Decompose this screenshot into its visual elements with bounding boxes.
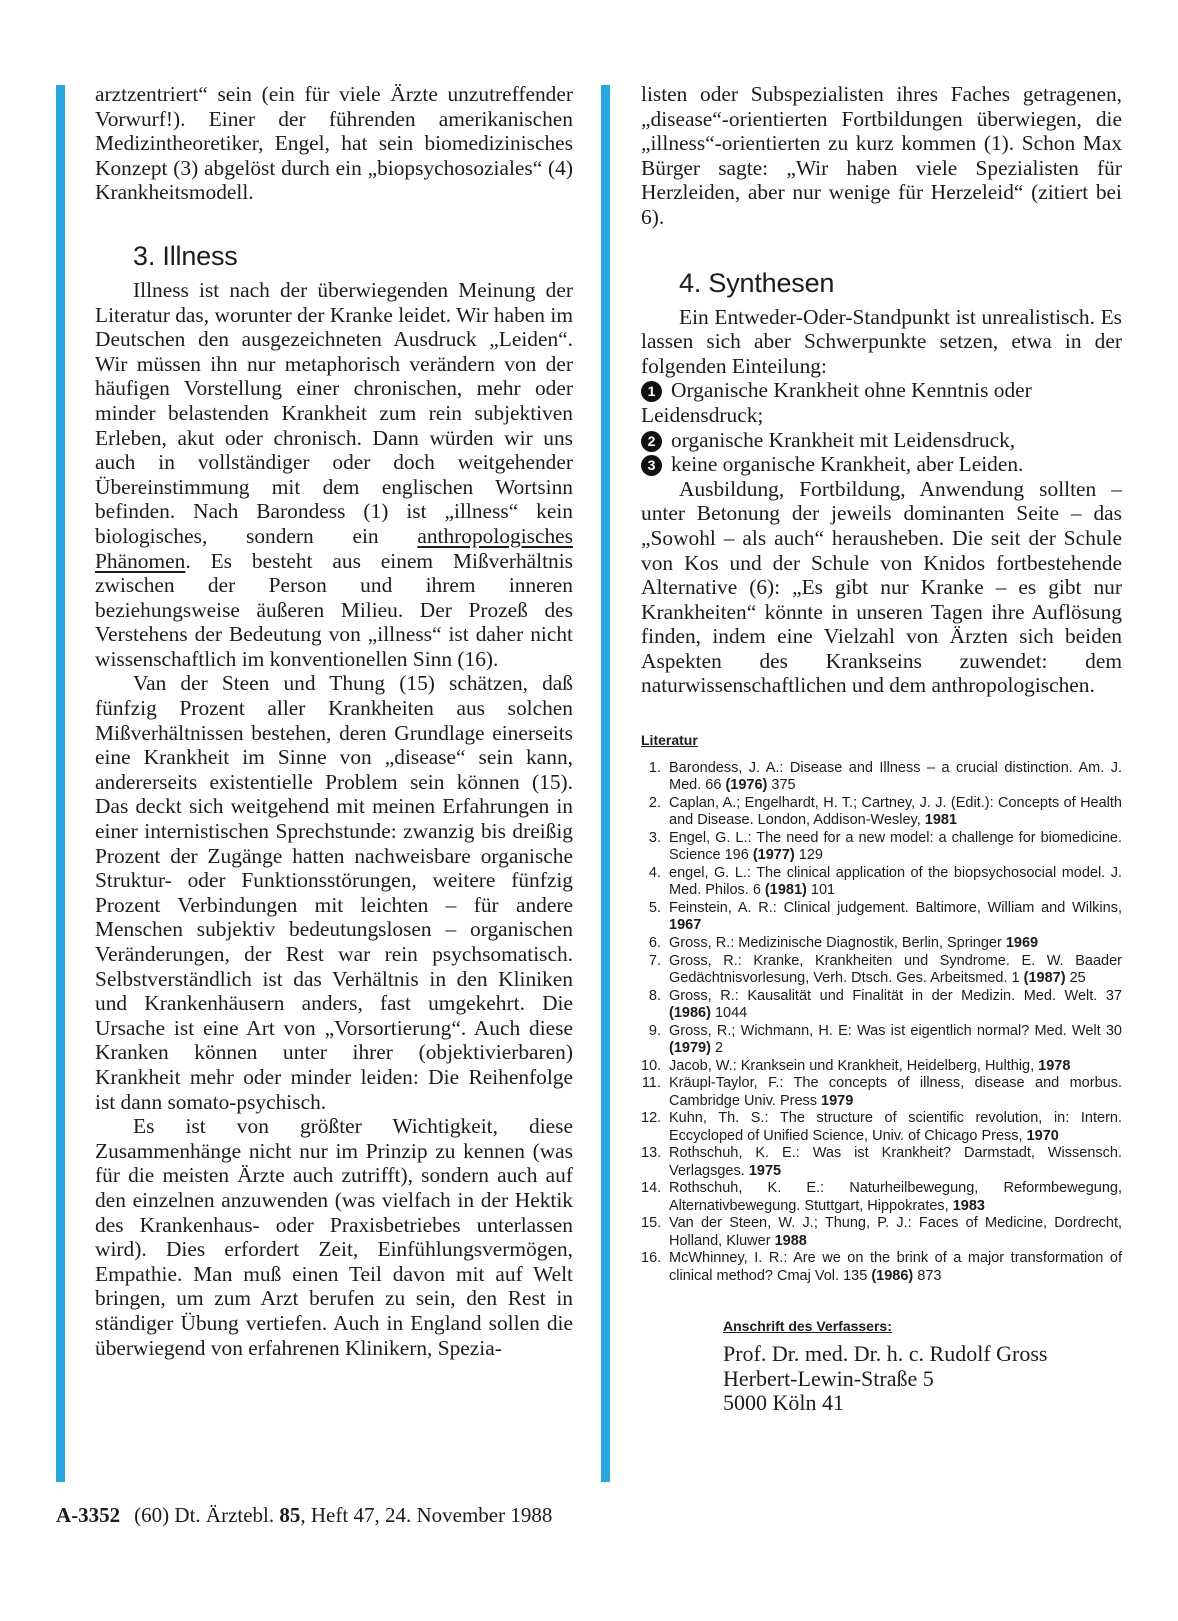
reference-number: 2. [648, 795, 661, 812]
reference-item [641, 1110, 1122, 1145]
reference-text: Feinstein, A. R.: Clinical judgement. Baltimore, William and Wilkins, [669, 900, 1122, 917]
illness-paragraph-1-end: . Es besteht aus einem Mißverhältnis zwischen der Person und ihrem inneren beziehungsweise äußeren Milieu. Der Prozeß des Verstehens der Bedeutung von „illness“ ist daher nicht wissenschaftlich im konventionellen Sinn (16). [95, 548, 573, 671]
reference-text: Rothschuh, K. E.: Naturheilbewegung, Reformbewegung, Alternativbewegung. Stuttgart, Hippokrates, [669, 1180, 1122, 1214]
reference-year: 1988 [774, 1232, 807, 1249]
reference-item [641, 1180, 1122, 1215]
reference-number: 5. [648, 900, 661, 917]
reference-item [641, 1023, 1122, 1058]
page-number: A-3352 [56, 1503, 121, 1527]
reference-list [641, 760, 1122, 1285]
reference-pages: 1044 [714, 1005, 748, 1022]
reference-number: 9. [648, 1022, 661, 1039]
reference-text: Barondess, J. A.: Disease and Illness – a crucial distinction. Am. J. Med. 66 [669, 760, 1122, 794]
right-accent-bar [601, 85, 610, 1482]
reference-pages: 101 [810, 882, 836, 899]
reference-item [641, 795, 1122, 830]
journal-info: (60) Dt. Ärztebl. [134, 1503, 275, 1527]
reference-item [641, 1250, 1122, 1285]
reference-number: 4. [648, 865, 661, 882]
reference-text: Engel, G. L.: The need for a new model: a challenge for biomedicine. Science 196 [669, 830, 1122, 864]
reference-item [641, 1215, 1122, 1250]
reference-pages: 129 [798, 847, 823, 864]
reference-year: 1979 [821, 1092, 854, 1109]
synthesen-paragraph: Ausbildung, Fortbildung, Anwendung sollten – unter Betonung der jeweils dominanten Seite – das „Sowohl – als auch“ herausheben. Die seit der Schule von Kos und der Schule von Knidos fortbestehende Alternative (6): „Es gibt nur Kranke – es gibt nur Krankheiten“ könnte in unseren Tagen ihre Auflösung finden, indem eine Vielzahl von Ärzten sich beiden Aspekten des Krankseins zuwendet: dem naturwissenschaftlichen und dem anthropologischen. [641, 476, 1122, 698]
reference-text: Van der Steen, W. J.; Thung, P. J.: Faces of Medicine, Dordrecht, Holland, Kluwer [669, 1215, 1122, 1249]
reference-year: (1986) [669, 1005, 711, 1022]
reference-year: (1979) [669, 1040, 711, 1057]
section-heading-synthesen: 4. Synthesen [679, 267, 835, 298]
reference-year: 1969 [1005, 935, 1039, 952]
journal-issue: , Heft 47, 24. November 1988 [300, 1503, 553, 1527]
number-badge-icon: 2 [641, 431, 662, 452]
reference-item [641, 988, 1122, 1023]
left-column [95, 82, 573, 1360]
reference-item [641, 865, 1122, 900]
number-badge-icon: 1 [641, 381, 662, 402]
reference-text: Gross, R.: Kausalität und Finalität in der Medizin. Med. Welt. 37 [669, 987, 1122, 1004]
reference-text: engel, G. L.: The clinical application of the biopsychosocial model. J. Med. Philos. 6 [669, 865, 1122, 899]
reference-item [641, 935, 1122, 952]
reference-item [641, 1145, 1122, 1180]
address-heading: Anschrift des Verfassers: [723, 1318, 892, 1335]
continued-paragraph-right: listen oder Subspezialisten ihres Faches getragenen, „disease“-orientierten Fortbildungen überwiegen, die „illness“-orientierten zu kurz kommen (1). Schon Max Bürger sagte: „Wir haben viele Spezialisten für Herzleiden, aber nur wenige für Herzeleid“ (zitiert bei 6). [641, 82, 1122, 229]
section-heading-illness: 3. Illness [133, 240, 238, 271]
reference-year: (1977) [752, 847, 795, 864]
reference-year: (1986) [871, 1267, 914, 1284]
reference-item [641, 830, 1122, 865]
enum-item [641, 428, 1122, 453]
synthesen-intro: Ein Entweder-Oder-Standpunkt ist unrealistisch. Es lassen sich aber Schwerpunkte setzen, etwa in der folgenden Einteilung: [641, 304, 1122, 378]
illness-paragraph-2: Van der Steen und Thung (15) schätzen, daß fünfzig Prozent aller Krankheiten aus solchen Mißverhältnissen bestehen, deren Grundlage einerseits eine Krankheit im Sinne von „disease“ sein kann, andererseits existentielle Problem sein können (15). Das deckt sich weitgehend mit meinen Erfahrungen in einer internistischen Sprechstunde: zwanzig bis dreißig Prozent der Zugänge hatten nachweisbare organische Struktur- oder Funktionsstörungen, weitere fünfzig Prozent Verbindungen mit leichten – für andere Menschen subjektiv bedeutungslosen – organischen Veränderungen, der Rest war rein psychsomatisch. Selbstverständlich ist das Verhältnis in den Kliniken und Krankenhäusern anders, fast umgekehrt. Die Ursache ist eine Art von „Vorsortierung“. Auch diese Kranken können unter ihrer (objektivierbaren) Krankheit mehr oder minder leiden: Die Reihenfolge ist dann somato-psychisch. [95, 671, 573, 1114]
right-column [641, 82, 1122, 1416]
reference-pages: 375 [771, 777, 796, 794]
enum-item [641, 378, 1122, 427]
reference-number: 7. [648, 952, 661, 969]
reference-year: (1981) [764, 882, 807, 899]
reference-number: 12. [641, 1110, 662, 1127]
reference-pages: 2 [714, 1040, 724, 1057]
reference-number: 3. [648, 830, 661, 847]
reference-number: 13. [641, 1145, 662, 1162]
address-street: Herbert-Lewin-Straße 5 [723, 1365, 934, 1391]
reference-text: Gross, R.: Kranke, Krankheiten und Syndrome. E. W. Baader Gedächtnisvorlesung, Verh. Dtsch. Ges. Arbeitsmed. 1 [669, 952, 1122, 987]
reference-text: Kuhn, Th. S.: The structure of scientific revolution, in: Intern. Eccycloped of Unified Science, Univ. of Chicago Press, [669, 1110, 1122, 1144]
literature-heading: Literatur [641, 732, 698, 749]
reference-item [641, 900, 1122, 935]
reference-text: Jacob, W.: Kranksein und Krankheit, Heidelberg, Hulthig, [669, 1057, 1035, 1074]
reference-year: 1975 [748, 1162, 782, 1179]
reference-text: Gross, R.; Wichmann, H. E: Was ist eigentlich normal? Med. Welt 30 [669, 1022, 1122, 1039]
enum-item [641, 452, 1122, 477]
illness-paragraph-1 [95, 278, 573, 672]
reference-number: 15. [641, 1215, 662, 1232]
reference-year: (1987) [1023, 970, 1066, 987]
reference-number: 1. [648, 760, 661, 777]
reference-year: 1983 [952, 1197, 985, 1214]
underlined-phrase: anthropologisches Phänomen [95, 523, 573, 573]
reference-number: 14. [641, 1180, 662, 1197]
reference-number: 16. [641, 1250, 662, 1267]
reference-number: 10. [641, 1057, 662, 1074]
reference-item [641, 760, 1122, 795]
left-accent-bar [56, 85, 65, 1482]
reference-text: McWhinney, I. R.: Are we on the brink of a major transformation of clinical method? Cmaj Vol. 135 [669, 1250, 1122, 1284]
reference-year: (1976) [725, 777, 768, 794]
reference-text: Gross, R.: Medizinische Diagnostik, Berlin, Springer [669, 935, 1002, 952]
number-badge-icon: 3 [641, 455, 662, 476]
journal-volume: 85 [279, 1503, 301, 1527]
reference-pages: 25 [1069, 970, 1086, 987]
reference-year: 1981 [924, 812, 958, 829]
reference-year: 1967 [669, 917, 702, 934]
page-footer [56, 1503, 552, 1528]
reference-number: 8. [648, 987, 661, 1004]
illness-paragraph-3: Es ist von größter Wichtigkeit, diese Zusammenhänge nicht nur im Prinzip zu kennen (was für die meisten Ärzte auch zutrifft), sondern auch auf den einzelnen anzuwenden (was vielfach in der Hektik des Krankenhaus- oder Praxisbetriebes unterlassen wird). Dies erfordert Zeit, Einfühlungsvermögen, Empathie. Man muß einen Teil davon mit auf Welt bringen, um zum Arzt berufen zu sein, den Rest in ständiger Übung vertiefen. Auch in England sollen die überwiegend von erfahrenen Klinikern, Spezia- [95, 1114, 573, 1360]
enum-text: Organische Krankheit ohne Kenntnis oder Leidensdruck; [641, 378, 1032, 427]
reference-year: 1978 [1038, 1057, 1071, 1074]
reference-text: Kräupl-Taylor, F.: The concepts of illness, disease and morbus. Cambridge Univ. Press [669, 1075, 1122, 1109]
address-city: 5000 Köln 41 [723, 1390, 844, 1416]
reference-pages: 873 [917, 1267, 942, 1284]
reference-number: 11. [641, 1075, 661, 1092]
reference-text: Rothschuh, K. E.: Was ist Krankheit? Darmstadt, Wissensch. Verlagsges. [669, 1145, 1122, 1179]
reference-year: 1970 [1026, 1127, 1059, 1144]
reference-item [641, 1075, 1122, 1110]
reference-number: 6. [648, 935, 661, 952]
illness-paragraph-1-start: Illness ist nach der überwiegenden Meinung der Literatur das, worunter der Kranke leidet. Wir haben im Deutschen den ausgezeichneten Ausdruck „Leiden“. Wir müssen ihn nur metaphorisch verändern von der häufigen Vorstellung einer chronischen, mehr oder minder belastenden Krankheit zum rein subjektiven Erleben, akut oder chronisch. Dann würden wir uns auch in vollständiger oder doch weitgehender Übereinstimmung mit dem englischen Wortsinn befinden. Nach Barondess (1) ist „illness“ kein biologisches, sondern ein [95, 277, 573, 548]
reference-item [641, 1058, 1122, 1075]
enum-text: keine organische Krankheit, aber Leiden. [671, 452, 1024, 477]
reference-item [641, 953, 1122, 988]
author-address [641, 1318, 1122, 1416]
address-name: Prof. Dr. med. Dr. h. c. Rudolf Gross [723, 1341, 1048, 1367]
continued-paragraph: arztzentriert“ sein (ein für viele Ärzte unzutreffender Vorwurf!). Einer der führenden amerikanischen Medizintheoretiker, Engel, hat sein biomedizinisches Konzept (3) abgelöst durch ein „biopsychosoziales“ (4) Krankheitsmodell. [95, 82, 573, 205]
reference-text: Caplan, A.; Engelhardt, H. T.; Cartney, J. J. (Edit.): Concepts of Health and Disease. London, Addison-Wesley, [669, 795, 1122, 829]
enum-text: organische Krankheit mit Leidensdruck, [671, 427, 1016, 452]
